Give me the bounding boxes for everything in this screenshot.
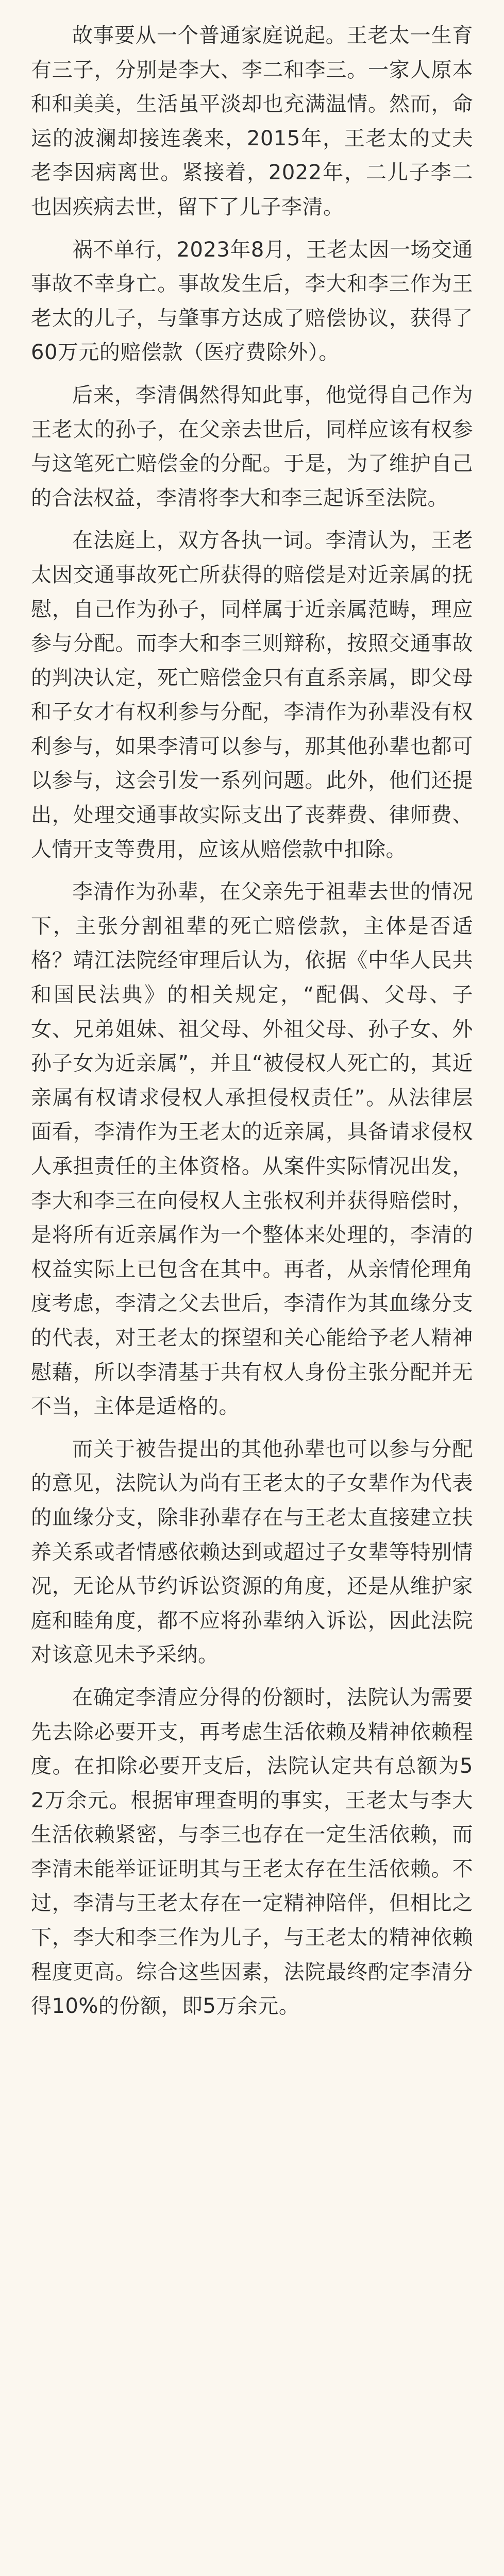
- paragraph-lawsuit: 后来，李清偶然得知此事，他觉得自己作为王老太的孙子，在父亲去世后，同样应该有权参与这笔死亡赔偿金的分配。于是，为了维护自己的合法权益，李清将李大和李三起诉至法院。: [31, 383, 473, 510]
- paragraph-accident: 祸不单行，2023年8月，王老太因一场交通事故不幸身亡。事故发生后，李大和李三作为王老太的儿子，与肇事方达成了赔偿协议，获得了60万元的赔偿款（医疗费除外）。: [31, 238, 473, 365]
- paragraph-court-ruling-standing: 李清作为孙辈，在父亲先于祖辈去世的情况下，主张分割祖辈的死亡赔偿款，主体是否适格？靖江法院经审理后认为，依据《中华人民共和国民法典》的相关规定，“配偶、父母、子女、兄弟姐妹、祖父母、外祖父母、孙子女、外孙子女为近亲属”，并且“被侵权人死亡的，其近亲属有权请求侵权人承担侵权责任”。从法律层面看，李清作为王老太的近亲属，具备请求侵权人承担责任的主体资格。从案件实际情况出发，李大和李三在向侵权人主张权利并获得赔偿时，是将所有近亲属作为一个整体来处理的，李清的权益实际上已包含在其中。再者，从亲情伦理角度考虑，李清之父去世后，李清作为其血缘分支的代表，对王老太的探望和关心能给予老人精神慰藉，所以李清基于共有权人身份主张分配并无不当，主体是适格的。: [31, 880, 473, 1419]
- paragraph-share-determination: 在确定李清应分得的份额时，法院认为需要先去除必要开支，再考虑生活依赖及精神依赖程度。在扣除必要开支后，法院认定共有总额为52万余元。根据审理查明的事实，王老太与李大生活依赖紧密，与李三也存在一定生活依赖，而李清未能举证证明其与王老太存在生活依赖。不过，李清与王老太存在一定精神陪伴，但相比之下，李大和李三作为儿子，与王老太的精神依赖程度更高。综合这些因素，法院最终酌定李清分得10%的份额，即5万余元。: [31, 1685, 473, 2019]
- paragraph-family-background: 故事要从一个普通家庭说起。王老太一生育有三子，分别是李大、李二和李三。一家人原本和和美美，生活虽平淡却也充满温情。然而，命运的波澜却接连袭来，2015年，王老太的丈夫老李因病离世。紧接着，2022年，二儿子李二也因疾病去世，留下了儿子李清。: [31, 24, 473, 219]
- paragraph-other-grandchildren: 而关于被告提出的其他孙辈也可以参与分配的意见，法院认为尚有王老太的子女辈作为代表的血缘分支，除非孙辈存在与王老太直接建立扶养关系或者情感依赖达到或超过子女辈等特别情况，无论从节约诉讼资源的角度，还是从维护家庭和睦角度，都不应将孙辈纳入诉讼，因此法院对该意见未予采纳。: [31, 1437, 473, 1667]
- paragraph-court-arguments: 在法庭上，双方各执一词。李清认为，王老太因交通事故死亡所获得的赔偿是对近亲属的抚慰，自己作为孙子，同样属于近亲属范畴，理应参与分配。而李大和李三则辩称，按照交通事故的判决认定，死亡赔偿金只有直系亲属，即父母和子女才有权利参与分配，李清作为孙辈没有权利参与，如果李清可以参与，那其他孙辈也都可以参与，这会引发一系列问题。此外，他们还提出，处理交通事故实际支出了丧葬费、律师费、人情开支等费用，应该从赔偿款中扣除。: [31, 529, 473, 861]
